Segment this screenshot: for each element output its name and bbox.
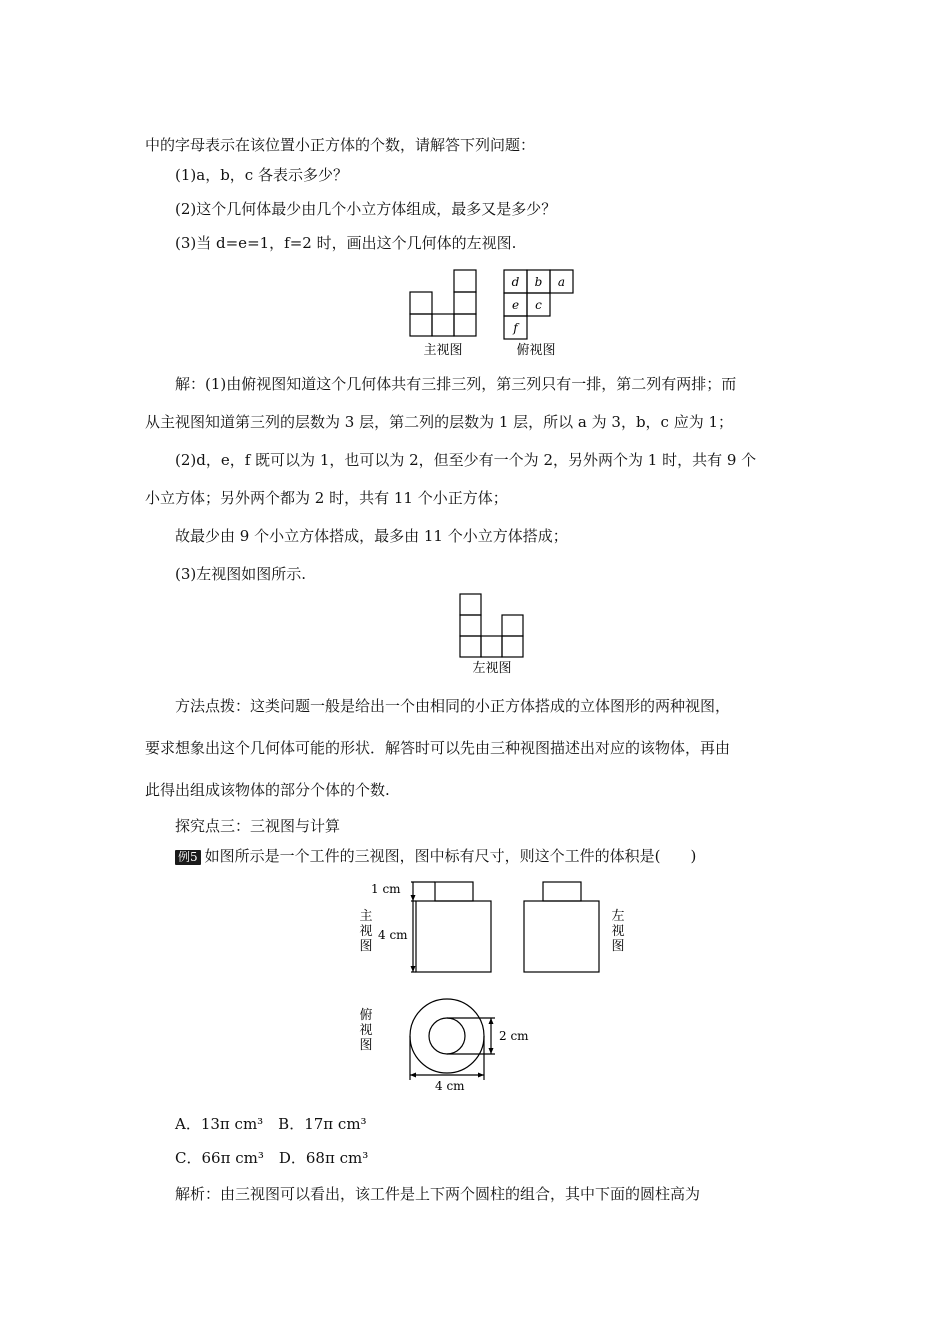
method-tip-line-1: 方法点拨：这类问题一般是给出一个由相同的小正方体搭成的立体图形的两种视图，	[175, 697, 731, 715]
left-view-label-3: 图	[611, 939, 625, 954]
left-view-caption: 左视图	[472, 661, 512, 676]
options-a-b: A．13π cm³ B．17π cm³	[175, 1115, 367, 1133]
dim-2cm-label: 2 cm	[499, 1029, 529, 1043]
solution-1-line-2: 从主视图知道第三列的层数为 3 层，第二列的层数为 1 层，所以 a 为 3，b，c 应为 1；	[145, 413, 734, 431]
top-view-inner-circle	[429, 1018, 465, 1054]
top-view-label-2: 视	[359, 1023, 373, 1038]
solution-1-line-1: 解：(1)由俯视图知道这个几何体共有三排三列，第三列只有一排，第二列有两排；而	[175, 375, 737, 393]
cell-e: e	[511, 298, 520, 312]
method-tip-line-3: 此得出组成该物体的部分个体的个数.	[145, 781, 390, 799]
options-c-d: C．66π cm³ D．68π cm³	[175, 1149, 369, 1167]
left-view-top-cylinder	[543, 882, 581, 901]
solution-2-line-2: 小立方体；另外两个都为 2 时，共有 11 个小正方体；	[145, 489, 508, 507]
figure-left-view	[452, 590, 532, 676]
top-view-label-1: 俯	[359, 1008, 373, 1023]
cell-f: f	[513, 321, 518, 335]
main-view-drawing	[410, 270, 476, 336]
main-view-label-2: 视	[359, 924, 373, 939]
main-view-top-cylinder	[435, 882, 473, 901]
left-view-label-2: 视	[611, 924, 625, 939]
method-tip-line-2: 要求想象出这个几何体可能的形状．解答时可以先由三种视图描述出对应的该物体，再由	[145, 739, 731, 757]
analysis-line-1: 解析：由三视图可以看出，该工件是上下两个圆柱的组合，其中下面的圆柱高为	[175, 1185, 701, 1203]
cell-c: c	[535, 298, 542, 312]
cell-b: b	[534, 275, 543, 289]
cell-d: d	[511, 275, 520, 289]
top-view-caption: 俯视图	[516, 343, 556, 358]
left-view-label-1: 左	[611, 909, 625, 924]
top-view-outer-circle	[410, 999, 484, 1073]
question-2: (2)这个几何体最少由几个小立方体组成，最多又是多少？	[175, 200, 557, 218]
top-view-label-3: 图	[359, 1038, 373, 1053]
question-3: (3)当 d=e=1，f=2 时，画出这个几何体的左视图.	[175, 234, 517, 252]
cell-a: a	[557, 275, 566, 289]
figure-workpiece-three-views	[355, 875, 640, 1095]
solution-3: (3)左视图如图所示.	[175, 565, 307, 583]
example-5-text: 如图所示是一个工件的三视图，图中标有尺寸，则这个工件的体积是( )	[204, 847, 697, 865]
problem-text-line-1: 中的字母表示在该位置小正方体的个数，请解答下列问题：	[145, 136, 536, 154]
main-view-label-1: 主	[359, 909, 373, 924]
section-heading: 探究点三：三视图与计算	[175, 817, 341, 835]
dim-1cm-label: 1 cm	[371, 882, 401, 896]
question-1: (1)a，b，c 各表示多少？	[175, 166, 348, 184]
left-view-bottom-cylinder	[524, 901, 599, 972]
solution-2-line-3: 故最少由 9 个小立方体搭成，最多由 11 个小立方体搭成；	[175, 527, 568, 545]
main-view-bottom-cylinder	[416, 901, 491, 972]
dim-4cm-width-label: 4 cm	[435, 1079, 465, 1093]
main-view-label-3: 图	[359, 939, 373, 954]
main-view-caption: 主视图	[423, 343, 463, 358]
example-5-tag: 例5	[175, 850, 201, 865]
solution-2-line-1: (2)d，e，f 既可以为 1，也可以为 2，但至少有一个为 2，另外两个为 1 时，共有 9 个	[175, 451, 757, 469]
example-5-line	[175, 846, 696, 866]
left-view-drawing	[460, 594, 523, 657]
figure-main-and-top-views	[400, 262, 590, 360]
dim-4cm-height-label: 4 cm	[378, 928, 408, 942]
